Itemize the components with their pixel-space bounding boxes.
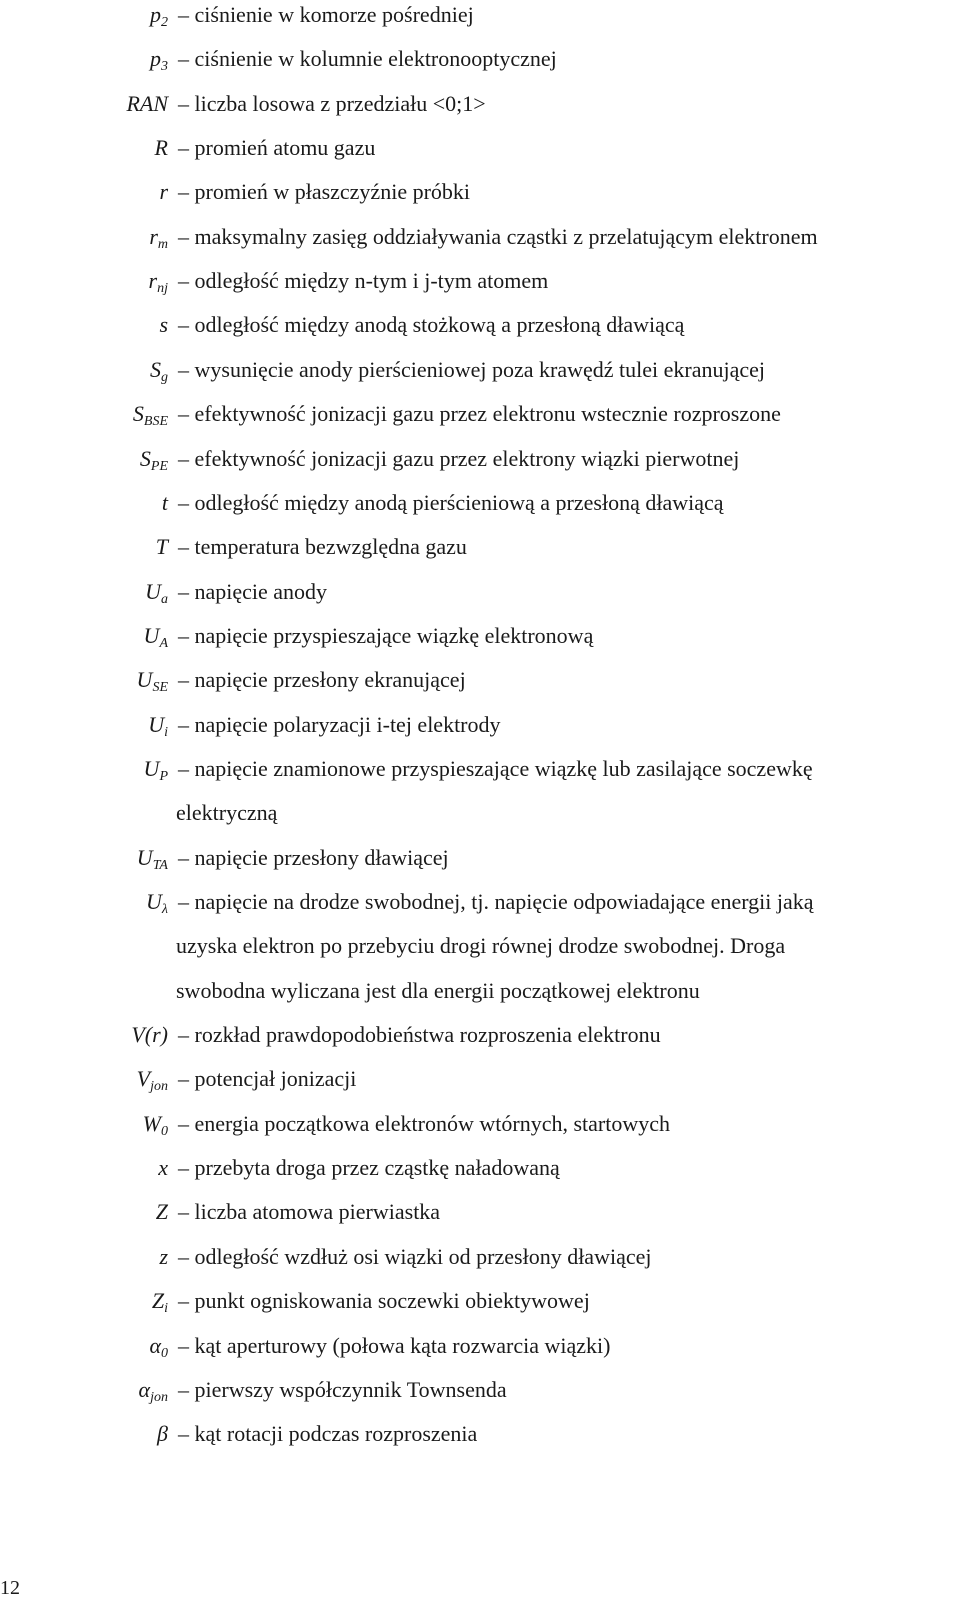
symbol xyxy=(156,1197,168,1227)
symbol xyxy=(155,133,168,163)
symbol-main: V xyxy=(136,1066,151,1092)
symbol xyxy=(133,399,168,429)
symbol xyxy=(137,1064,168,1094)
symbol-subscript: 2 xyxy=(161,15,168,30)
symbol xyxy=(148,710,168,740)
definition: – efektywność jonizacji gazu przez elektronu wstecznie rozproszone xyxy=(178,401,781,427)
symbol-subscript: BSE xyxy=(143,414,168,430)
symbol-subscript: P xyxy=(159,768,168,784)
definition: – napięcie przesłony ekranującej xyxy=(178,667,466,693)
symbol xyxy=(137,665,168,695)
symbol-main: S xyxy=(139,445,151,471)
symbol-main: T xyxy=(155,534,168,560)
symbol xyxy=(149,222,168,252)
symbol xyxy=(145,577,168,607)
symbol xyxy=(137,843,168,873)
definition-continuation: elektryczną xyxy=(176,800,278,826)
symbol-subscript: nj xyxy=(157,281,168,297)
symbol-subscript: PE xyxy=(150,458,168,474)
definition: – napięcie przesłony dławiącej xyxy=(178,844,449,870)
definition: – liczba atomowa pierwiastka xyxy=(178,1199,441,1225)
symbol-subscript: m xyxy=(157,236,168,252)
symbol-main: x xyxy=(158,1155,168,1181)
definition: – napięcie anody xyxy=(178,578,328,604)
symbol xyxy=(139,1375,168,1405)
definition: – ciśnienie w kolumnie elektronooptycznej xyxy=(178,46,557,72)
symbol-main: s xyxy=(159,312,168,338)
symbol-subscript: jon xyxy=(150,1389,168,1405)
symbol-main: U xyxy=(143,622,160,648)
symbol-subscript: TA xyxy=(152,857,168,873)
definition: – napięcie przyspieszające wiązkę elektronową xyxy=(178,622,594,648)
symbol xyxy=(159,177,168,207)
symbol-subscript: a xyxy=(161,591,168,607)
definition-continuation: uzyska elektron po przebyciu drogi równej drodze swobodnej. Droga xyxy=(176,933,786,959)
definition: – promień atomu gazu xyxy=(178,135,376,161)
definition: – maksymalny zasięg oddziaływania cząstki z przelatującym elektronem xyxy=(178,223,818,249)
symbol-main: r xyxy=(159,179,168,205)
page-number: 12 xyxy=(0,1577,20,1599)
symbol-main: U xyxy=(148,711,165,737)
definition: – napięcie znamionowe przyspieszające wiązkę lub zasilające soczewkę xyxy=(178,755,813,781)
definition: – temperatura bezwzględna gazu xyxy=(178,534,467,560)
symbol-main: R xyxy=(154,135,168,161)
symbol-main: S xyxy=(132,401,144,427)
definition: – napięcie na drodze swobodnej, tj. napięcie odpowiadające energii jaką xyxy=(178,889,814,914)
symbol xyxy=(144,621,168,651)
definition: – przebyta droga przez cząstkę naładowaną xyxy=(178,1155,560,1181)
symbol xyxy=(150,44,168,74)
definition: – kąt aperturowy (połowa kąta rozwarcia wiązki) xyxy=(178,1332,611,1358)
symbol-main: β xyxy=(157,1421,168,1447)
definition: – napięcie polaryzacji i-tej elektrody xyxy=(178,711,501,737)
definition: – kąt rotacji podczas rozproszenia xyxy=(178,1421,478,1447)
symbol-main: U xyxy=(136,667,153,693)
symbol xyxy=(143,1109,168,1139)
definition: – promień w płaszczyźnie próbki xyxy=(178,179,471,205)
symbol xyxy=(150,355,168,385)
symbol-main: p xyxy=(150,2,161,27)
definition: – punkt ogniskowania soczewki obiektywowej xyxy=(178,1288,590,1314)
definition: – odległość między anodą pierścieniową a przesłoną dławiącą xyxy=(178,489,724,515)
symbol-main: Z xyxy=(151,1288,165,1314)
symbol-main: Z xyxy=(155,1199,168,1225)
symbol xyxy=(162,488,168,518)
symbol-subscript: i xyxy=(164,1301,168,1317)
symbol xyxy=(149,266,168,296)
symbol-subscript: λ xyxy=(161,902,168,917)
symbol xyxy=(144,754,168,784)
symbol-main: W xyxy=(142,1110,161,1136)
symbol-main: t xyxy=(161,489,168,515)
symbol-main: z xyxy=(159,1243,168,1269)
symbol xyxy=(146,887,168,917)
symbol xyxy=(157,1419,168,1449)
symbol-main: U xyxy=(146,889,162,914)
symbol xyxy=(126,89,168,119)
symbol-main: U xyxy=(145,578,161,604)
symbol-subscript: i xyxy=(164,724,168,740)
symbol xyxy=(159,1242,168,1272)
symbol-main: r xyxy=(148,268,158,294)
symbol xyxy=(156,532,168,562)
definition: – odległość między n-tym i j-tym atomem xyxy=(178,268,549,294)
symbol-main: α xyxy=(149,1332,161,1358)
symbol-main: α xyxy=(138,1376,151,1402)
symbol xyxy=(159,310,168,340)
definition: – ciśnienie w komorze pośredniej xyxy=(178,2,474,27)
symbol xyxy=(149,1331,168,1361)
symbol-main: V(r) xyxy=(131,1022,168,1048)
symbol-subscript: jon xyxy=(150,1079,168,1095)
symbol xyxy=(158,1153,168,1183)
symbol xyxy=(152,1286,168,1316)
definition-continuation: swobodna wyliczana jest dla energii początkowej elektronu xyxy=(176,977,700,1003)
symbol-main: r xyxy=(149,223,158,249)
definition: – potencjał jonizacji xyxy=(178,1066,357,1092)
symbol-main: U xyxy=(136,844,153,870)
symbol-main: U xyxy=(143,755,160,781)
definition: – efektywność jonizacji gazu przez elektrony wiązki pierwotnej xyxy=(178,445,740,471)
symbol xyxy=(150,0,168,30)
symbol-subscript: 3 xyxy=(161,59,168,75)
symbol xyxy=(140,444,168,474)
definition: – energia początkowa elektronów wtórnych, startowych xyxy=(178,1110,670,1136)
symbol-main: S xyxy=(150,356,161,382)
definition: – pierwszy współczynnik Townsenda xyxy=(178,1376,507,1402)
definition: – wysunięcie anody pierścieniowej poza krawędź tulei ekranującej xyxy=(178,356,766,382)
symbol-main: p xyxy=(150,46,161,72)
definition: – liczba losowa z przedziału <0;1> xyxy=(178,90,486,116)
definition: – odległość wzdłuż osi wiązki od przesłony dławiącej xyxy=(178,1243,652,1269)
symbol-subscript: g xyxy=(161,369,168,385)
symbol-main: RAN xyxy=(126,90,168,116)
symbol xyxy=(131,1020,168,1050)
symbol-subscript: 0 xyxy=(161,1123,168,1139)
symbol-subscript: A xyxy=(159,635,168,651)
definition: – odległość między anodą stożkową a przesłoną dławiącą xyxy=(178,312,685,338)
symbol-subscript: SE xyxy=(152,680,168,696)
symbol-subscript: 0 xyxy=(161,1345,168,1361)
definition: – rozkład prawdopodobieństwa rozproszenia elektronu xyxy=(178,1022,661,1048)
